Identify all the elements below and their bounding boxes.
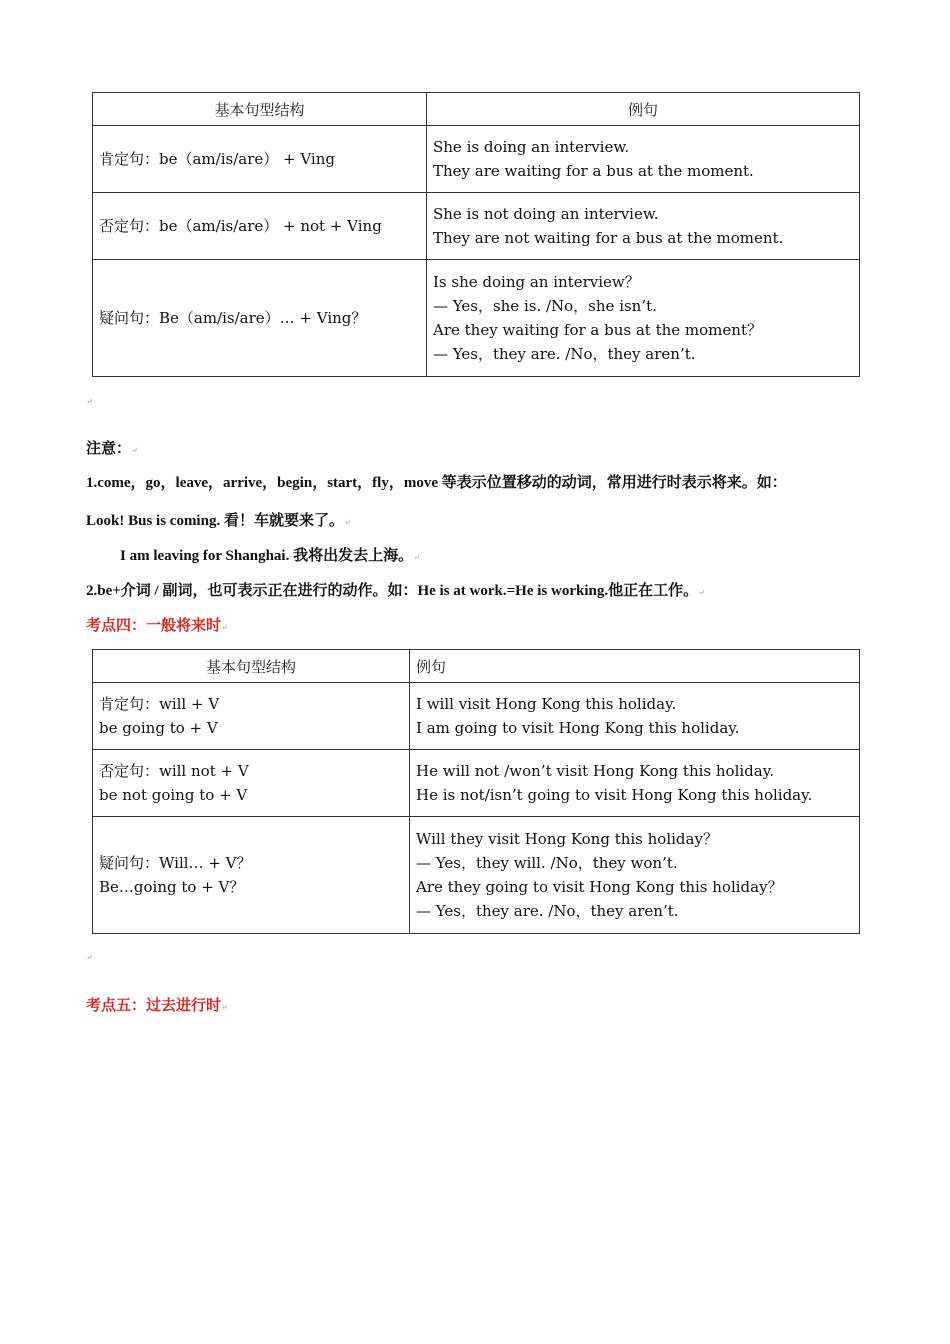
example-sentence: — Yes，they are. /No，they aren’t. xyxy=(433,345,696,363)
example-sentence: She is doing an interview. xyxy=(433,138,630,156)
examples-cell xyxy=(427,193,860,260)
structure-text: Be…going to + V？ xyxy=(99,878,245,896)
structure-cell xyxy=(93,126,427,193)
structure-text: 肯定句：will + V xyxy=(99,695,220,713)
example-sentence: — Yes，she is. /No，she isn’t. xyxy=(433,297,657,315)
example-sentence: He is not/isn’t going to visit Hong Kong this holiday. xyxy=(416,786,813,804)
structure-text: 否定句：be（am/is/are） + not + Ving xyxy=(99,217,382,235)
examples-cell xyxy=(410,817,860,934)
structure-cell xyxy=(93,260,427,377)
notes-title: 注意：↵ xyxy=(86,441,138,457)
note-item-1: 1.come，go，leave，arrive，begin，start，fly，move 等表示位置移动的动词，常用进行时表示将来。如： xyxy=(86,475,787,491)
header-structure: 基本句型结构 xyxy=(93,93,427,126)
examples-cell xyxy=(410,683,860,750)
note-example-1: Look! Bus is coming. 看！车就要来了。↵ xyxy=(86,513,351,529)
header-structure: 基本句型结构 xyxy=(93,650,410,683)
sentence-structure-table-present-continuous xyxy=(92,92,860,377)
table-row xyxy=(93,683,860,750)
structure-cell xyxy=(93,750,410,817)
example-sentence: I will visit Hong Kong this holiday. xyxy=(416,695,677,713)
header-examples: 例句 xyxy=(410,650,860,683)
structure-cell xyxy=(93,683,410,750)
example-sentence: He will not /won’t visit Hong Kong this holiday. xyxy=(416,762,774,780)
example-sentence: Will they visit Hong Kong this holiday？ xyxy=(416,830,718,848)
structure-text: 疑问句：Be（am/is/are）… + Ving？ xyxy=(99,309,367,327)
example-sentence: Are they waiting for a bus at the moment？ xyxy=(433,321,762,339)
example-sentence: — Yes，they will. /No，they won’t. xyxy=(416,854,678,872)
section-title-past-continuous: 考点五：过去进行时↵ xyxy=(86,998,228,1014)
example-sentence: She is not doing an interview. xyxy=(433,205,659,223)
structure-text: 肯定句：be（am/is/are） + Ving xyxy=(99,150,335,168)
section-title-future-tense: 考点四：一般将来时↵ xyxy=(86,618,228,634)
table-row xyxy=(93,260,860,377)
table-row xyxy=(93,193,860,260)
structure-cell xyxy=(93,817,410,934)
structure-text: 否定句：will not + V xyxy=(99,762,249,780)
examples-cell xyxy=(427,260,860,377)
table-row xyxy=(93,750,860,817)
example-sentence: I am going to visit Hong Kong this holiday. xyxy=(416,719,740,737)
table-row xyxy=(93,817,860,934)
sentence-structure-table-future-tense xyxy=(92,649,860,934)
example-sentence: They are not waiting for a bus at the moment. xyxy=(433,229,784,247)
note-item-2: 2.be+介词 / 副词，也可表示正在进行的动作。如：He is at work.=He is working.他正在工作。↵ xyxy=(86,583,705,599)
example-sentence: Is she doing an interview？ xyxy=(433,273,640,291)
structure-text: be going to + V xyxy=(99,719,218,737)
paragraph-mark: ↵ xyxy=(86,953,93,962)
table-row xyxy=(93,126,860,193)
table-header-row xyxy=(93,93,860,126)
header-examples: 例句 xyxy=(427,93,860,126)
example-sentence: — Yes，they are. /No，they aren’t. xyxy=(416,902,679,920)
structure-cell xyxy=(93,193,427,260)
structure-text: 疑问句：Will… + V？ xyxy=(99,854,252,872)
example-sentence: They are waiting for a bus at the moment. xyxy=(433,162,754,180)
table-header-row xyxy=(93,650,860,683)
paragraph-mark: ↵ xyxy=(86,397,93,406)
examples-cell xyxy=(410,750,860,817)
structure-text: be not going to + V xyxy=(99,786,248,804)
examples-cell xyxy=(427,126,860,193)
example-sentence: Are they going to visit Hong Kong this holiday？ xyxy=(416,878,783,896)
note-example-2: I am leaving for Shanghai. 我将出发去上海。↵ xyxy=(120,548,420,564)
